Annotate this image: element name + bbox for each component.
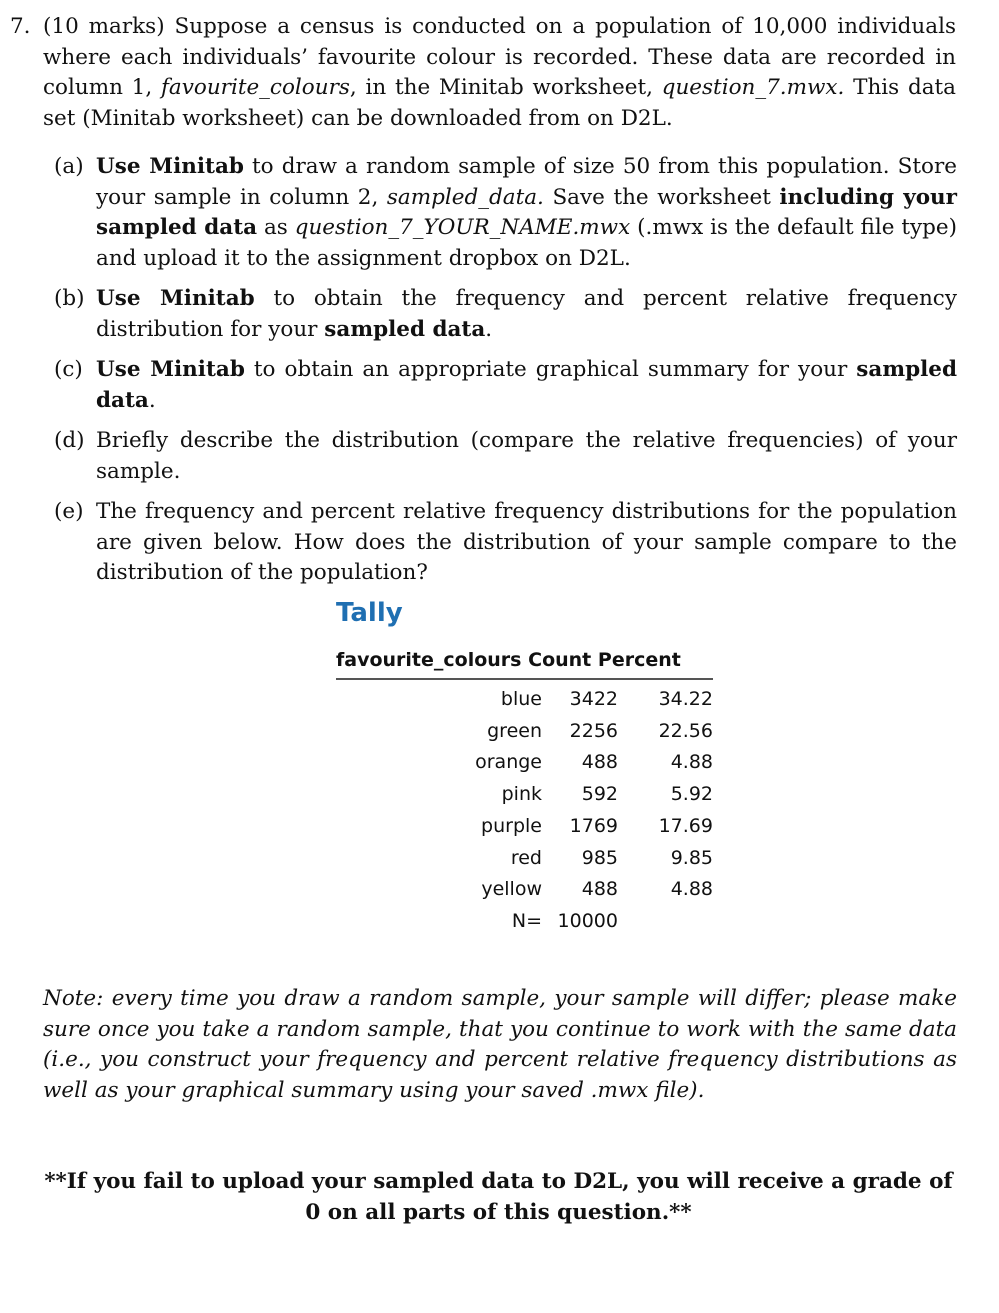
table-row [336,874,713,906]
tally-header [336,646,713,679]
emphasis: Use Minitab [96,286,255,311]
part-text: The frequency and percent relative frequency distributions for the population are given below. How does the distribution of your sample compare to the distribution of the population? [96,499,957,585]
part-a [54,152,957,274]
total-value: 10000 [557,909,618,932]
question-7 [10,12,956,134]
part-d [54,426,957,487]
part-text [96,355,957,416]
text: to draw a random sample of size 50 from this population. Store your sample in column 2, [96,154,957,210]
colour-cell: blue [500,688,542,710]
text: . [485,316,493,342]
percent-cell: 34.22 [658,688,713,710]
percent-cell: 17.69 [658,814,713,837]
tally-table [336,646,713,938]
percent-cell: 22.56 [658,719,713,742]
empty-cell [618,906,713,938]
tally-title: Tally [336,598,403,628]
emphasis: sampled data [96,357,957,413]
part-label: (a) [54,154,84,179]
part-text [96,152,957,274]
text: as [257,215,295,240]
colour-cell: red [510,846,542,869]
table-row [336,716,713,748]
part-label: (b) [54,286,85,311]
header-percent: Percent [597,649,681,671]
colour-cell: green [487,719,542,742]
part-e [54,497,957,589]
part-label: (d) [54,428,85,453]
colour-cell: yellow [481,878,542,901]
table-row [336,679,713,716]
text: . [148,387,156,413]
part-c [54,355,957,416]
part-label: (e) [54,499,84,524]
emphasis: including your sampled data [96,184,957,240]
emphasis: sampled data [324,316,486,342]
part-text: Briefly describe the distribution (compare the relative frequencies) of your sample. [96,428,957,484]
count-cell: 985 [581,846,618,869]
file-name: question_7_YOUR_NAME.mwx [294,215,631,240]
header-count: Count [528,649,592,671]
count-cell: 2256 [569,719,618,742]
percent-cell: 4.88 [670,878,713,901]
colour-cell: purple [481,814,542,837]
total-label: N= [511,909,542,932]
question-number: 7. [10,14,31,39]
count-cell: 488 [581,751,618,774]
column-name: favourite_colours [160,75,350,100]
percent-cell: 9.85 [670,846,713,869]
table-row [336,779,713,811]
text: to obtain an appropriate graphical summary for your [244,357,857,382]
table-row [336,843,713,875]
table-row [336,747,713,779]
tally-output [336,596,713,938]
emphasis: Use Minitab [96,154,244,179]
warning: **If you fail to upload your sampled data to D2L, you will receive a grade of 0 on all parts of this question.** [44,1169,953,1225]
count-cell: 592 [581,783,618,806]
text: (.mwx is the default file type) and upload it to the assignment dropbox on D2L. [96,215,957,271]
count-cell: 488 [581,878,618,901]
percent-cell: 5.92 [670,783,713,806]
colour-cell: orange [475,751,542,774]
percent-cell: 4.88 [670,751,713,774]
part-text [96,284,957,345]
table-row [336,811,713,843]
header-colours: favourite_colours [336,649,522,671]
column-name: sampled_data. [386,184,544,210]
count-cell: 1769 [569,814,618,837]
tally-header-row [336,646,713,679]
question-intro [43,12,956,134]
text: to obtain the frequency and percent relative frequency distribution for your [96,286,957,342]
note: Note: every time you draw a random sample, your sample will differ; please make sure once you take a random sample, that you continue to work with the same data (i.e., you construct your frequency and percent relative frequency distributions as well as your graphical summary using your saved .mwx file). [43,986,957,1103]
intro-text-3: This data set (Minitab worksheet) can be downloaded from on D2L. [43,75,956,131]
part-b [54,284,957,345]
intro-text-1: (10 marks) Suppose a census is conducted on a population of 10,000 individuals where each individuals’ favourite colour is recorded. These data are recorded in column 1, [43,14,956,100]
count-cell: 3422 [569,688,618,710]
total-row [336,906,713,938]
worksheet-name: question_7.mwx. [661,75,845,100]
tally-body [336,679,713,938]
text: Save the worksheet [543,184,780,210]
intro-text-2: , in the Minitab worksheet, [349,75,662,100]
part-label: (c) [54,357,83,382]
emphasis: Use Minitab [96,357,245,382]
question-parts [54,152,957,599]
colour-cell: pink [501,783,542,806]
